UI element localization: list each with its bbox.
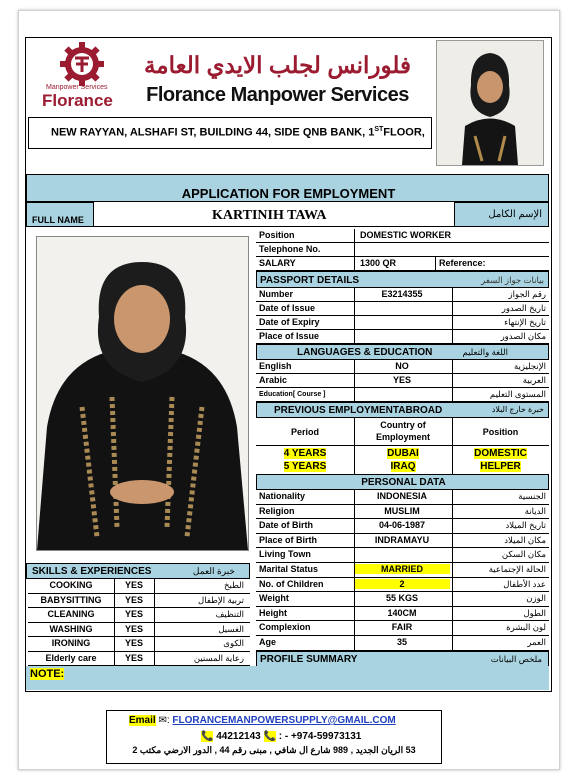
personal-ar: الجنسية	[518, 491, 546, 501]
divider	[354, 288, 355, 344]
personal-row	[256, 578, 549, 593]
personal-row	[256, 607, 549, 622]
passport-label: Number	[259, 289, 294, 299]
address-end: FLOOR,	[383, 126, 425, 139]
personal-value: 2	[354, 579, 450, 589]
passport-ar: مكان الصدور	[500, 331, 546, 341]
skills-ar: الغسيل	[218, 623, 244, 634]
profile-title: PROFILE SUMMARY	[260, 654, 358, 665]
divider	[114, 579, 115, 666]
personal-ar: لون البشرة	[506, 622, 546, 633]
personal-ar: العمر	[527, 637, 546, 647]
phone-icon: 📞	[201, 731, 214, 742]
position-2: HELPER	[480, 461, 521, 472]
profile-band	[256, 651, 549, 667]
passport-value: E3214355	[381, 289, 423, 299]
skills-value: YES	[124, 609, 143, 619]
position-label: Position	[259, 230, 295, 240]
personal-row	[256, 636, 549, 651]
skills-value: YES	[124, 594, 143, 605]
passport-label: Place of Issue	[259, 331, 320, 341]
full-name-label-band	[26, 202, 94, 227]
languages-ar: العربية	[522, 375, 546, 385]
email-icon: ✉:	[158, 715, 170, 726]
languages-row	[256, 388, 549, 402]
previous-header	[256, 418, 549, 446]
divider	[154, 579, 155, 666]
passport-title: PASSPORT DETAILS	[260, 275, 360, 286]
previous-title: PREVIOUS EMPLOYMENTABROAD	[274, 405, 443, 416]
personal-label: No. of Children	[259, 578, 324, 589]
passport-row	[256, 302, 549, 316]
email-link[interactable]: FLORANCEMANPOWERSUPPLY@GMAIL.COM	[172, 715, 396, 726]
languages-ar: الإنجليزية	[513, 361, 546, 371]
applicant-photo	[36, 236, 249, 551]
personal-label: Nationality	[259, 491, 306, 501]
full-name-value: KARTINIH TAWA	[212, 208, 327, 223]
personal-row	[256, 519, 549, 534]
personal-value: 04-06-1987	[378, 520, 426, 531]
skills-row	[28, 579, 250, 594]
previous-title-ar: خبرة خارج البلاد	[491, 405, 544, 414]
phone-1[interactable]: 44212143	[216, 731, 261, 742]
passport-band	[256, 271, 549, 288]
personal-ar: عدد الأطفال	[503, 578, 546, 589]
company-arabic-title: فلورانس لجلب الايدي العامة	[143, 52, 412, 78]
period-1: 4 YEARS	[283, 448, 327, 459]
divider	[354, 418, 355, 474]
divider	[452, 360, 453, 402]
languages-value: YES	[392, 375, 411, 385]
salary-row	[256, 257, 549, 271]
skills-label: CLEANING	[47, 609, 95, 619]
skills-value: YES	[124, 623, 143, 634]
skills-ar: الكوى	[223, 638, 244, 648]
personal-value: MARRIED	[354, 564, 450, 574]
full-name-ar: الإسم الكامل	[488, 209, 542, 220]
personal-ar: مكان السكن	[501, 549, 546, 560]
skills-row	[28, 594, 250, 609]
note-area	[26, 666, 549, 690]
divider	[354, 490, 355, 651]
skills-value: YES	[124, 638, 143, 648]
personal-value: 55 KGS	[385, 593, 418, 604]
company-english-title: Florance Manpower Services	[146, 84, 409, 106]
previous-entries	[256, 446, 549, 474]
skills-ar: الطبخ	[224, 580, 244, 590]
divider	[354, 360, 355, 402]
title-band	[26, 174, 549, 202]
personal-value: INDONESIA	[376, 491, 427, 501]
note-label	[30, 668, 64, 680]
skills-row	[28, 608, 250, 623]
telephone-row	[256, 243, 549, 257]
personal-band	[256, 474, 549, 490]
passport-label: Date of Issue	[259, 303, 316, 313]
skills-value: YES	[124, 580, 143, 590]
personal-label: Religion	[259, 505, 295, 516]
profile-title-ar: ملخص البيانات	[490, 654, 542, 664]
phone-2[interactable]: +974-59973131	[290, 731, 362, 742]
form-title: APPLICATION FOR EMPLOYMENT	[181, 186, 396, 201]
full-name-ar-band	[454, 202, 549, 227]
personal-ar: تاريخ الميلاد	[505, 520, 546, 531]
personal-label: Marital Status	[259, 564, 319, 574]
skills-band	[26, 563, 250, 579]
passport-row	[256, 330, 549, 344]
personal-ar: الوزن	[526, 593, 546, 604]
personal-row	[256, 505, 549, 520]
skills-ar: التنظيف	[215, 609, 244, 619]
period-2: 5 YEARS	[283, 461, 327, 472]
col-position: Position	[482, 427, 519, 437]
salary-label: SALARY	[259, 258, 296, 268]
personal-ar: مكان الميلاد	[504, 534, 546, 545]
personal-value: FAIR	[391, 622, 413, 633]
portrait-icon	[437, 41, 543, 165]
passport-row	[256, 316, 549, 330]
personal-value: 35	[396, 637, 407, 647]
divider	[452, 490, 453, 651]
previous-band	[256, 402, 549, 418]
full-name-label: FULL NAME	[32, 215, 84, 225]
position-row	[256, 229, 549, 243]
passport-ar: تاريخ الإنتهاء	[504, 317, 546, 327]
divider	[452, 418, 453, 474]
personal-value: MUSLIM	[384, 505, 420, 516]
passport-row	[256, 288, 549, 302]
skills-row	[28, 637, 250, 652]
personal-row	[256, 548, 549, 563]
salary-value: 1300 QR	[360, 258, 397, 268]
skills-ar: رعاية المسنين	[193, 652, 244, 663]
skills-label: IRONING	[51, 638, 91, 648]
languages-label: Arabic	[259, 375, 288, 385]
personal-row	[256, 534, 549, 549]
personal-label: Age	[259, 637, 277, 647]
skills-label: COOKING	[49, 580, 93, 590]
languages-row	[256, 374, 549, 388]
email-label: Email	[129, 715, 156, 726]
skills-row	[28, 652, 250, 667]
personal-label: Date of Birth	[259, 520, 313, 531]
personal-value: INDRAMAYU	[374, 534, 430, 545]
country-2: IRAQ	[390, 461, 416, 472]
personal-ar: الحالة الإجتماعية	[488, 564, 546, 574]
skills-label: Elderly care	[45, 652, 97, 663]
reference-label: Reference:	[439, 258, 486, 268]
address-text: NEW RAYYAN, ALSHAFI ST, BUILDING 44, SIDE QNB BANK, 1	[51, 126, 375, 139]
languages-value: NO	[395, 361, 409, 371]
logo-subtitle: Manpower Services	[46, 84, 108, 91]
position-value: DOMESTIC WORKER	[360, 230, 451, 240]
country-1: DUBAI	[387, 448, 419, 459]
address-sup: ST	[374, 126, 384, 133]
phone-icon: 📞	[263, 731, 276, 742]
skills-title-ar: خبرة العمل	[192, 566, 235, 576]
logo	[40, 42, 125, 110]
languages-label: Education[ Course ]	[259, 391, 326, 398]
header-photo	[436, 40, 544, 166]
footer-box: Email ✉: FLORANCEMANPOWERSUPPLY@GMAIL.COM 📞 44212143 📞 : - +974-59973131 53 الريان الجديد , 989 شارع ال شافي , مبنى رقم 44 , الدور الارضي مكتب 2	[106, 710, 442, 764]
personal-label: Complexion	[259, 622, 311, 633]
divider	[435, 257, 436, 271]
telephone-label: Telephone No.	[259, 244, 321, 254]
footer-address-ar: 53 الريان الجديد , 989 شارع ال شافي , مبنى رقم 44 , الدور الارضي مكتب 2	[132, 745, 416, 755]
personal-label: Weight	[259, 593, 289, 604]
passport-ar: رقم الجواز	[508, 289, 546, 299]
passport-label: Date of Expiry	[259, 317, 320, 327]
passport-ar: تاريخ الصدور	[501, 303, 546, 313]
personal-ar: الديانة	[524, 505, 546, 516]
personal-ar: الطول	[523, 607, 546, 618]
personal-value: 140CM	[387, 607, 417, 618]
skills-title: SKILLS & EXPERIENCES	[32, 566, 152, 577]
skills-row	[28, 623, 250, 638]
skills-ar: تربية الإطفال	[198, 594, 244, 605]
position-1: DOMESTIC	[474, 448, 527, 459]
col-period: Period	[290, 427, 319, 437]
full-name-field	[94, 202, 454, 227]
languages-band	[256, 344, 549, 360]
passport-title-ar: بيانات جواز السفر	[481, 275, 544, 285]
personal-row	[256, 621, 549, 636]
languages-title: LANGUAGES & EDUCATION	[297, 347, 433, 358]
personal-row	[256, 563, 549, 578]
portrait-icon	[37, 237, 248, 550]
personal-label: Place of Birth	[259, 534, 318, 545]
personal-title: PERSONAL DATA	[361, 477, 446, 488]
languages-row	[256, 360, 549, 374]
skills-value: YES	[124, 652, 143, 663]
personal-label: Living Town	[259, 549, 311, 560]
languages-label: English	[259, 361, 292, 371]
address-box	[28, 117, 432, 149]
logo-name: Florance	[42, 91, 113, 110]
divider	[354, 229, 355, 271]
languages-title-ar: اللغة والتعليم	[462, 347, 508, 357]
languages-ar: المستوى التعليم	[489, 389, 546, 399]
personal-row	[256, 490, 549, 505]
note-text: NOTE:	[30, 668, 65, 680]
skills-label: WASHING	[49, 623, 93, 634]
personal-label: Height	[259, 607, 287, 618]
divider	[452, 288, 453, 344]
skills-label: BABYSITTING	[40, 594, 102, 605]
col-country: Country of Employment	[375, 420, 430, 442]
personal-row	[256, 592, 549, 607]
